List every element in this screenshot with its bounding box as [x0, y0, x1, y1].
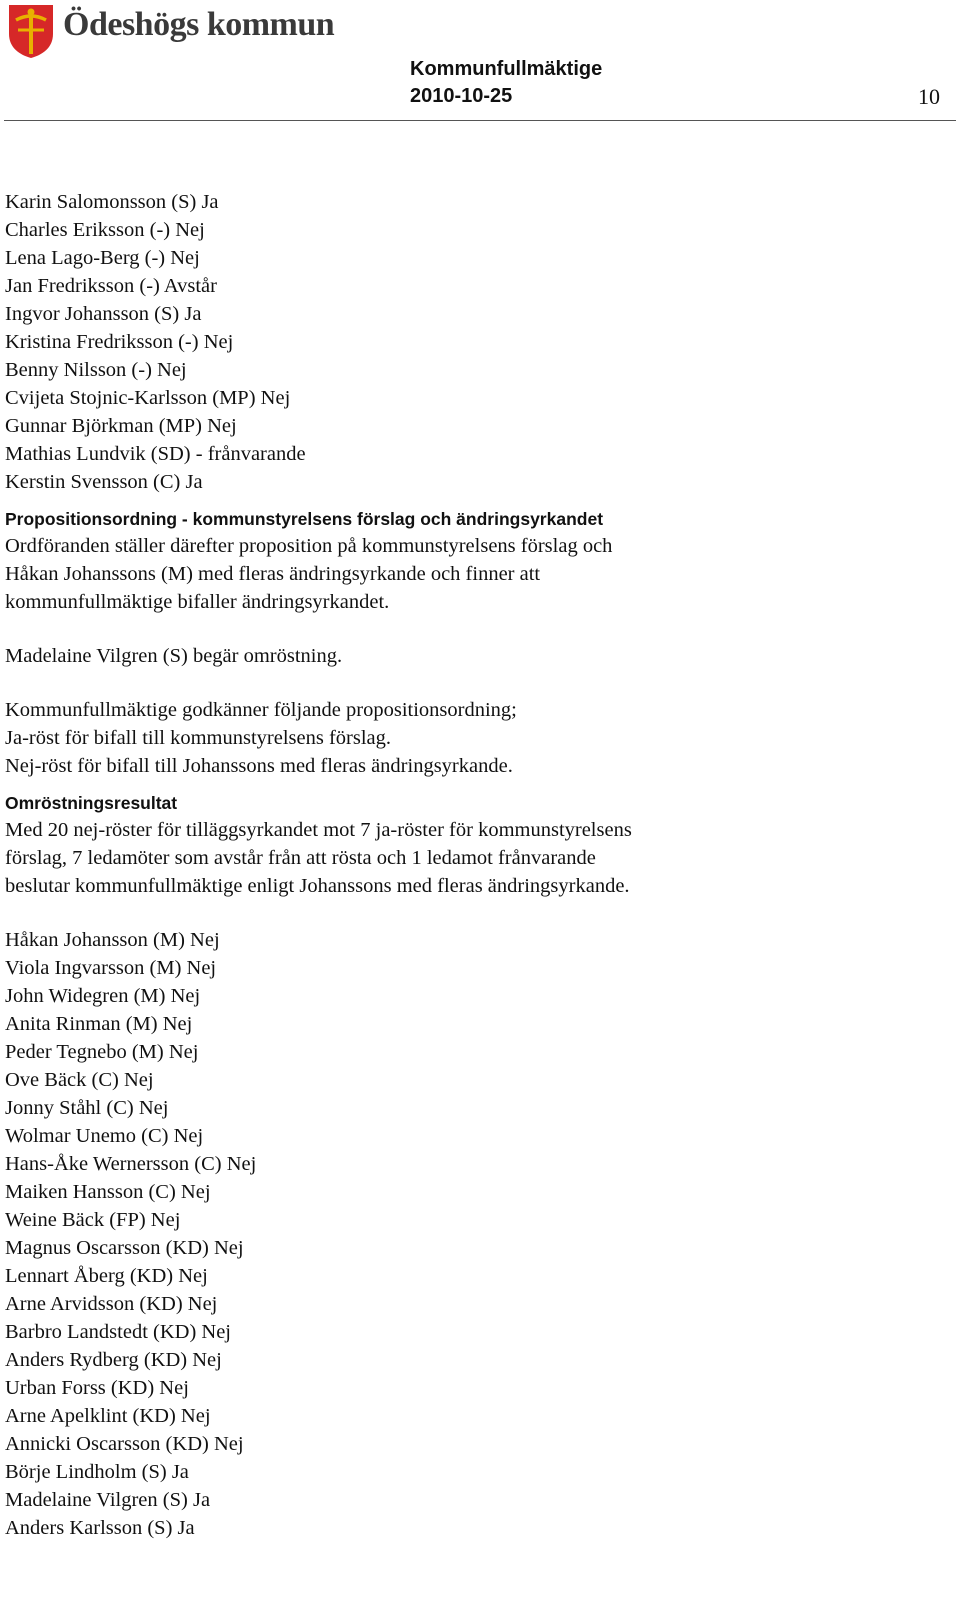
vote-result-paragraph [5, 816, 945, 900]
vote-entry: Hans-Åke Wernersson (C) Nej [5, 1153, 257, 1175]
paragraph-line: kommunfullmäktige bifaller ändringsyrkandet. [5, 591, 390, 613]
vote-entry: John Widegren (M) Nej [5, 985, 201, 1007]
vote-entry: Ove Bäck (C) Nej [5, 1069, 154, 1091]
vote-request: Madelaine Vilgren (S) begär omröstning. [5, 645, 343, 667]
paragraph-line: Nej-röst för bifall till Johanssons med fleras ändringsyrkande. [5, 755, 513, 777]
page-number: 10 [918, 84, 940, 109]
paragraph-line: Med 20 nej-röster för tilläggsyrkandet mot 7 ja-röster för kommunstyrelsens [5, 819, 632, 841]
vote-entry: Benny Nilsson (-) Nej [5, 359, 187, 381]
vote-entry: Gunnar Björkman (MP) Nej [5, 415, 237, 437]
vote-entry: Håkan Johansson (M) Nej [5, 929, 220, 951]
section-heading-vote-result: Omröstningsresultat [5, 793, 178, 813]
vote-entry: Barbro Landstedt (KD) Nej [5, 1321, 232, 1343]
municipality-coat-of-arms-icon [6, 2, 56, 60]
section-heading-proposition-order: Propositionsordning - kommunstyrelsens förslag och ändringsyrkandet [5, 509, 604, 529]
document-date: 2010-10-25 [410, 85, 513, 107]
vote-entry: Madelaine Vilgren (S) Ja [5, 1489, 211, 1511]
vote-list-part2 [5, 926, 945, 1542]
paragraph-line: beslutar kommunfullmäktige enligt Johanssons med fleras ändringsyrkande. [5, 875, 630, 897]
vote-entry: Börje Lindholm (S) Ja [5, 1461, 189, 1483]
proposition-paragraph [5, 532, 945, 616]
page-header [0, 0, 960, 122]
vote-entry: Arne Apelklint (KD) Nej [5, 1405, 211, 1427]
organization-name: Ödeshögs kommun [63, 6, 335, 43]
vote-entry: Weine Bäck (FP) Nej [5, 1209, 181, 1231]
document-title: Kommunfullmäktige [410, 58, 603, 80]
header-divider [4, 120, 956, 121]
vote-entry: Cvijeta Stojnic-Karlsson (MP) Nej [5, 387, 291, 409]
vote-entry: Arne Arvidsson (KD) Nej [5, 1293, 218, 1315]
vote-entry: Lena Lago-Berg (-) Nej [5, 247, 200, 269]
vote-entry: Viola Ingvarsson (M) Nej [5, 957, 217, 979]
vote-entry: Anders Rydberg (KD) Nej [5, 1349, 222, 1371]
vote-entry: Jan Fredriksson (-) Avstår [5, 275, 217, 297]
paragraph-line: förslag, 7 ledamöter som avstår från att rösta och 1 ledamot frånvarande [5, 847, 596, 869]
vote-entry: Lennart Åberg (KD) Nej [5, 1265, 208, 1287]
vote-list-part1 [5, 188, 945, 496]
vote-entry: Mathias Lundvik (SD) - frånvarande [5, 443, 306, 465]
vote-entry: Maiken Hansson (C) Nej [5, 1181, 211, 1203]
paragraph-line: Ja-röst för bifall till kommunstyrelsens förslag. [5, 727, 392, 749]
vote-entry: Anders Karlsson (S) Ja [5, 1517, 195, 1539]
paragraph-line: Kommunfullmäktige godkänner följande propositionsordning; [5, 699, 517, 721]
vote-entry: Kristina Fredriksson (-) Nej [5, 331, 234, 353]
vote-entry: Charles Eriksson (-) Nej [5, 219, 205, 241]
vote-entry: Jonny Ståhl (C) Nej [5, 1097, 169, 1119]
vote-entry: Urban Forss (KD) Nej [5, 1377, 189, 1399]
vote-entry: Magnus Oscarsson (KD) Nej [5, 1237, 244, 1259]
vote-entry: Annicki Oscarsson (KD) Nej [5, 1433, 244, 1455]
vote-entry: Ingvor Johansson (S) Ja [5, 303, 202, 325]
paragraph-line: Ordföranden ställer därefter proposition på kommunstyrelsens förslag och [5, 535, 613, 557]
paragraph-line: Håkan Johanssons (M) med fleras ändringsyrkande och finner att [5, 563, 541, 585]
document-body [5, 188, 945, 1542]
vote-entry: Kerstin Svensson (C) Ja [5, 471, 203, 493]
proposition-approval [5, 696, 945, 780]
vote-entry: Wolmar Unemo (C) Nej [5, 1125, 204, 1147]
vote-entry: Peder Tegnebo (M) Nej [5, 1041, 199, 1063]
vote-entry: Karin Salomonsson (S) Ja [5, 191, 219, 213]
vote-entry: Anita Rinman (M) Nej [5, 1013, 193, 1035]
